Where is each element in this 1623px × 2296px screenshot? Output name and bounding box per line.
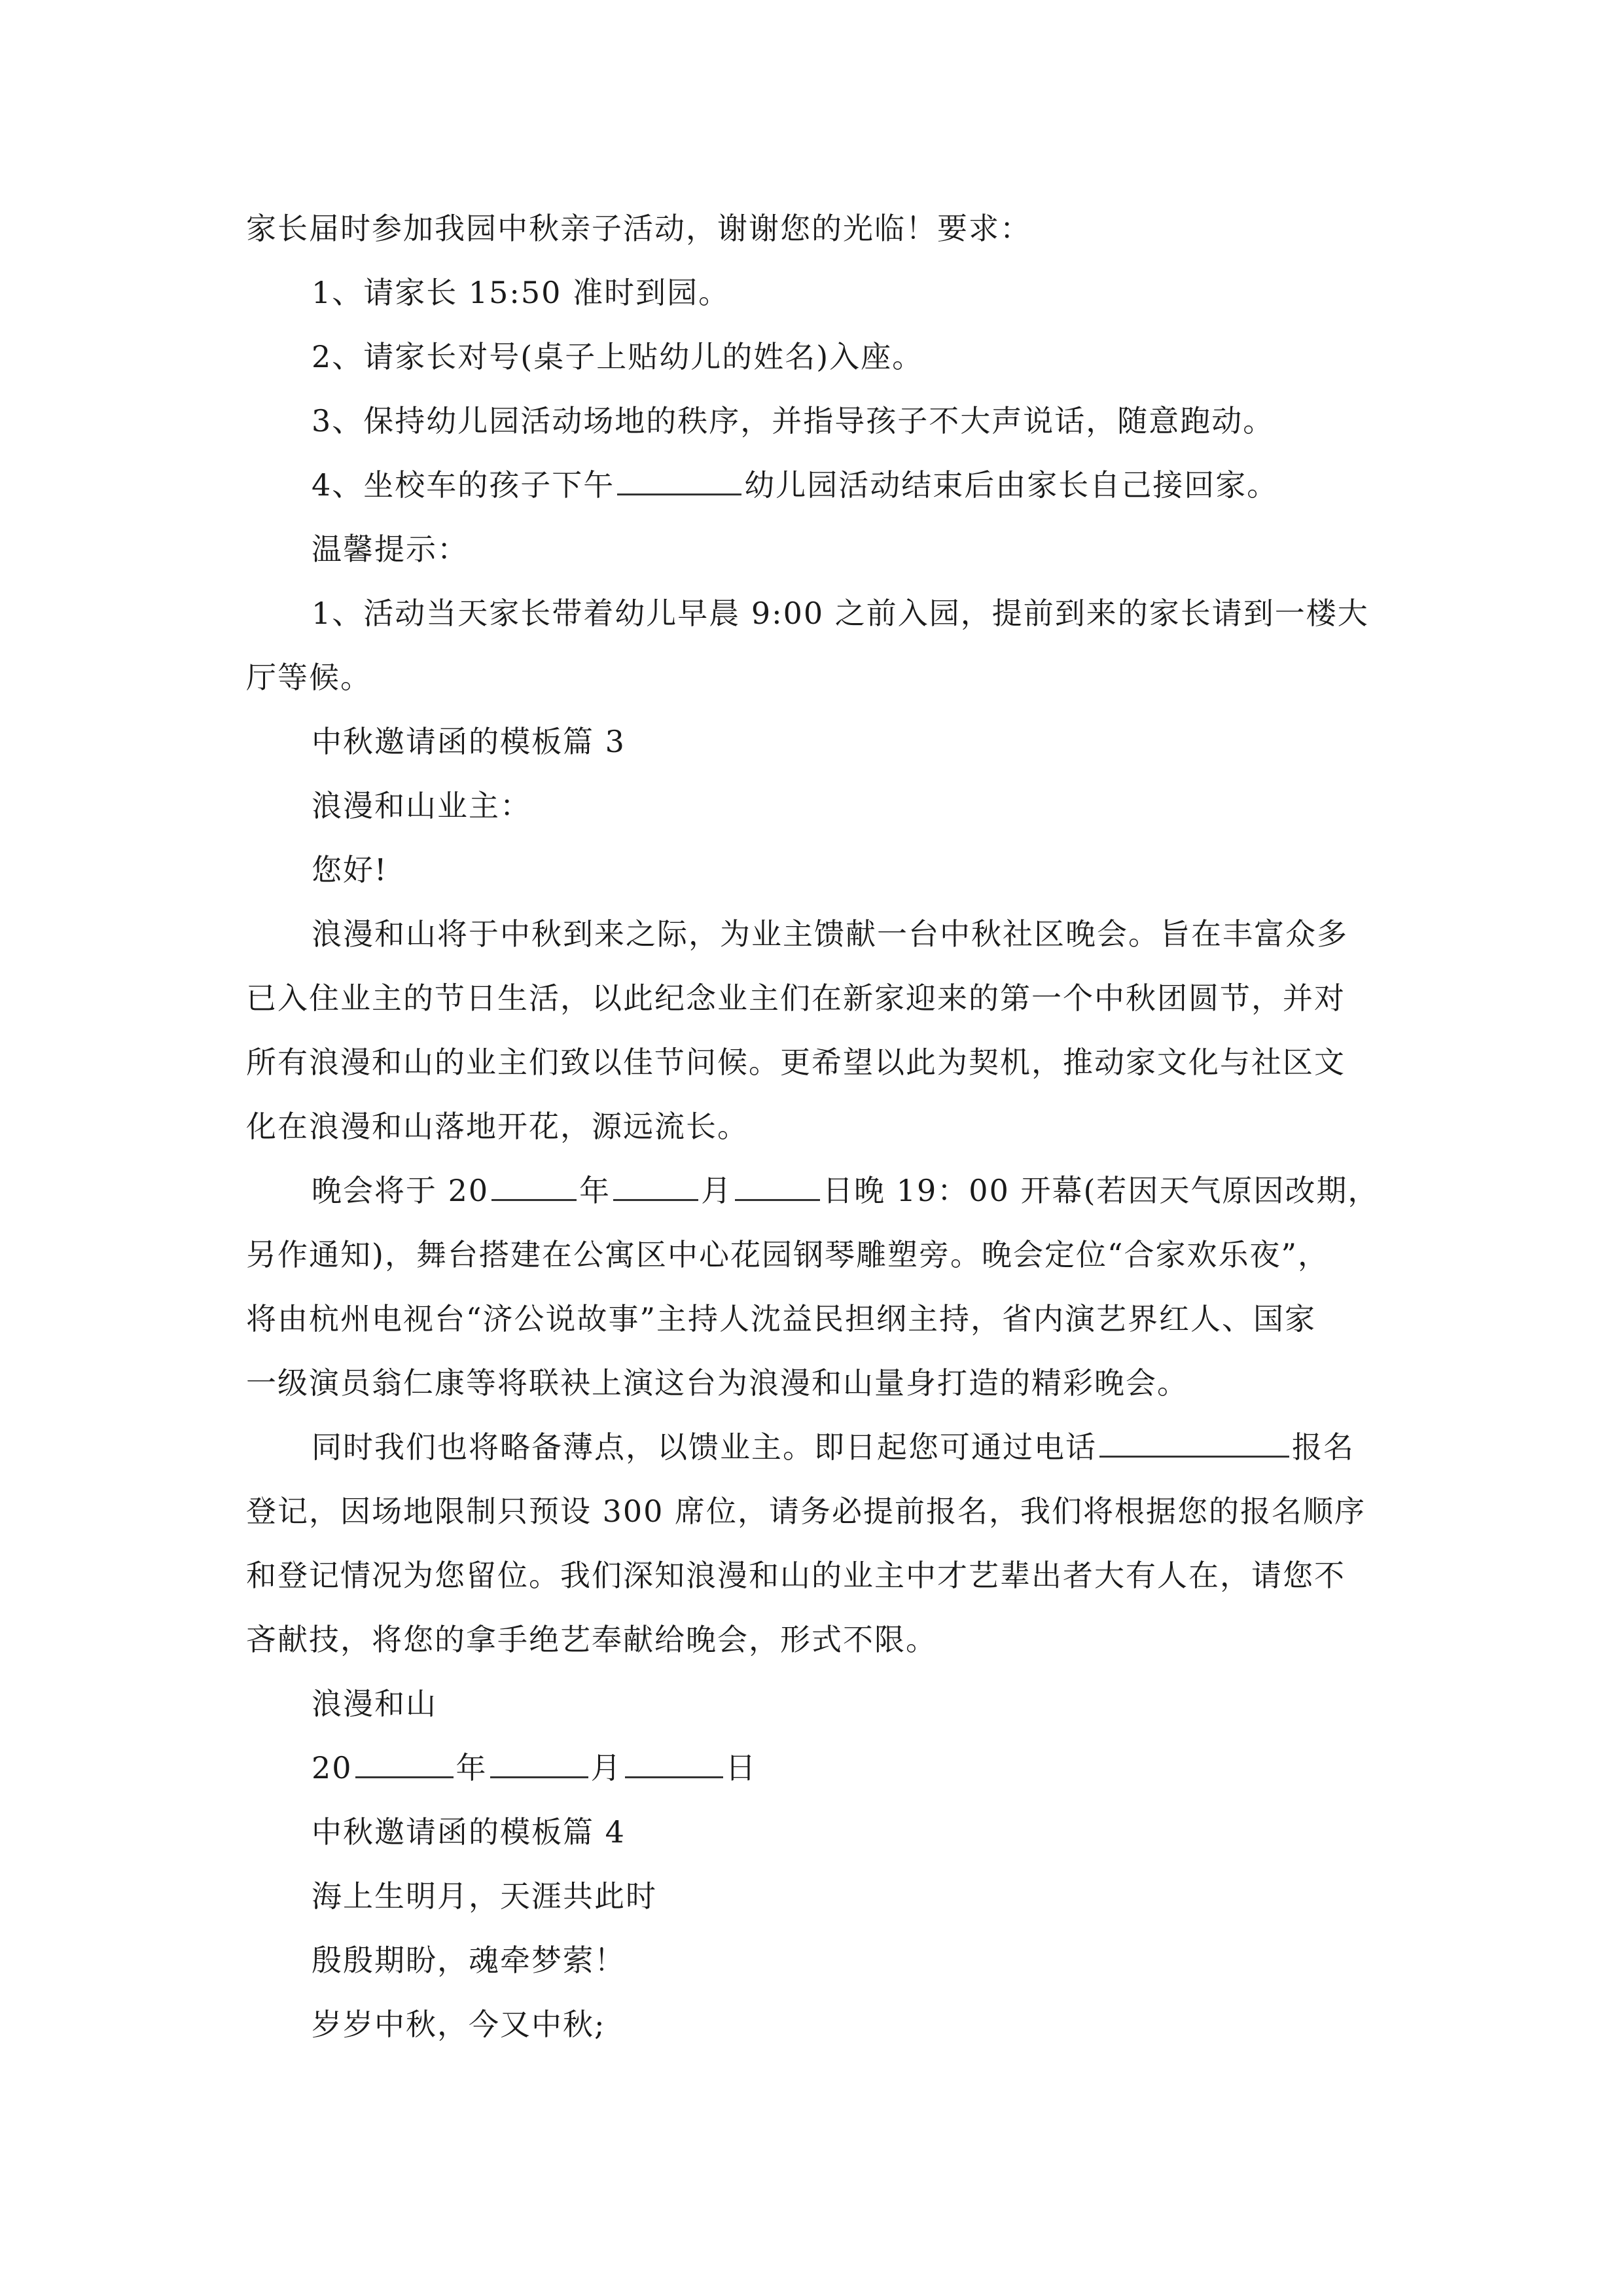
poem-line: 海上生明月，天涯共此时 [312, 1878, 657, 1914]
fill-in-blank [1099, 1429, 1289, 1458]
text-fragment: 年 [455, 1750, 488, 1785]
section-title-3: 中秋邀请函的模板篇 3 [312, 724, 626, 759]
text-fragment: 日晚 19：00 开幕(若因天气原因改期， [823, 1173, 1380, 1208]
event-date-line [246, 1158, 1378, 1223]
text-fragment: 晚会将于 20 [312, 1173, 490, 1208]
tip-item-1-continued: 厅等候。 [246, 660, 372, 695]
requirement-item-4-end: 幼儿园活动结束后由家长自己接回家。 [744, 467, 1279, 503]
requirement-item-4 [246, 453, 1378, 517]
paragraph-line: 另作通知)，舞台搭建在公寓区中心花园钢琴雕塑旁。晚会定位“合家欢乐夜”， [246, 1237, 1329, 1272]
paragraph-line: 化在浪漫和山落地开花，源远流长。 [246, 1109, 749, 1144]
salutation: 浪漫和山业主： [312, 788, 531, 823]
paragraph-line: 所有浪漫和山的业主们致以佳节问候。更希望以此为契机，推动家文化与社区文 [246, 1045, 1346, 1080]
requirement-item-4-start: 4、坐校车的孩子下午 [312, 467, 615, 503]
registration-line [246, 1415, 1378, 1479]
signature-date [246, 1736, 1378, 1800]
tips-heading: 温馨提示： [312, 531, 469, 567]
poem-line: 殷殷期盼，魂牵梦萦！ [312, 1943, 626, 1978]
fill-in-blank [490, 1750, 588, 1778]
paragraph-line: 登记，因场地限制只预设 300 席位，请务必提前报名，我们将根据您的报名顺序 [246, 1494, 1366, 1529]
fill-in-blank [617, 467, 741, 495]
fill-in-blank [735, 1173, 820, 1201]
fill-in-blank [625, 1750, 723, 1778]
paragraph-line: 一级演员翁仁康等将联袂上演这台为浪漫和山量身打造的精彩晚会。 [246, 1365, 1188, 1401]
text-fragment: 日 [725, 1750, 757, 1785]
paragraph-line: 已入住业主的节日生活，以此纪念业主们在新家迎来的第一个中秋团圆节，并对 [246, 980, 1346, 1016]
fill-in-blank [613, 1173, 698, 1201]
document-body [246, 196, 1378, 2056]
signature: 浪漫和山 [312, 1686, 437, 1721]
requirement-item-1: 1、请家长 15:50 准时到园。 [312, 275, 730, 310]
paragraph-line: 吝献技，将您的拿手绝艺奉献给晚会，形式不限。 [246, 1622, 937, 1657]
greeting: 您好! [312, 852, 388, 888]
text-fragment: 20 [312, 1750, 353, 1785]
paragraph-line: 和登记情况为您留位。我们深知浪漫和山的业主中才艺辈出者大有人在，请您不 [246, 1558, 1346, 1593]
paragraph-line: 将由杭州电视台“济公说故事”主持人沈益民担纲主持，省内演艺界红人、国家 [246, 1301, 1317, 1336]
paragraph-line: 浪漫和山将于中秋到来之际，为业主馈献一台中秋社区晚会。旨在丰富众多 [312, 916, 1348, 952]
section-title-4: 中秋邀请函的模板篇 4 [312, 1814, 626, 1850]
poem-line: 岁岁中秋，今又中秋; [312, 2007, 606, 2042]
text-fragment: 年 [579, 1173, 611, 1208]
text-fragment: 月 [701, 1173, 733, 1208]
text-fragment: 同时我们也将略备薄点，以馈业主。即日起您可通过电话 [312, 1429, 1097, 1465]
paragraph-line: 家长届时参加我园中秋亲子活动，谢谢您的光临！要求： [246, 211, 1031, 246]
tip-item-1: 1、活动当天家长带着幼儿早晨 9:00 之前入园，提前到来的家长请到一楼大 [312, 596, 1369, 631]
text-fragment: 月 [590, 1750, 622, 1785]
requirement-item-2: 2、请家长对号(桌子上贴幼儿的姓名)入座。 [312, 339, 924, 374]
text-fragment: 报名 [1292, 1429, 1355, 1465]
requirement-item-3: 3、保持幼儿园活动场地的秩序，并指导孩子不大声说话，随意跑动。 [312, 403, 1275, 439]
fill-in-blank [491, 1173, 577, 1201]
fill-in-blank [355, 1750, 454, 1778]
